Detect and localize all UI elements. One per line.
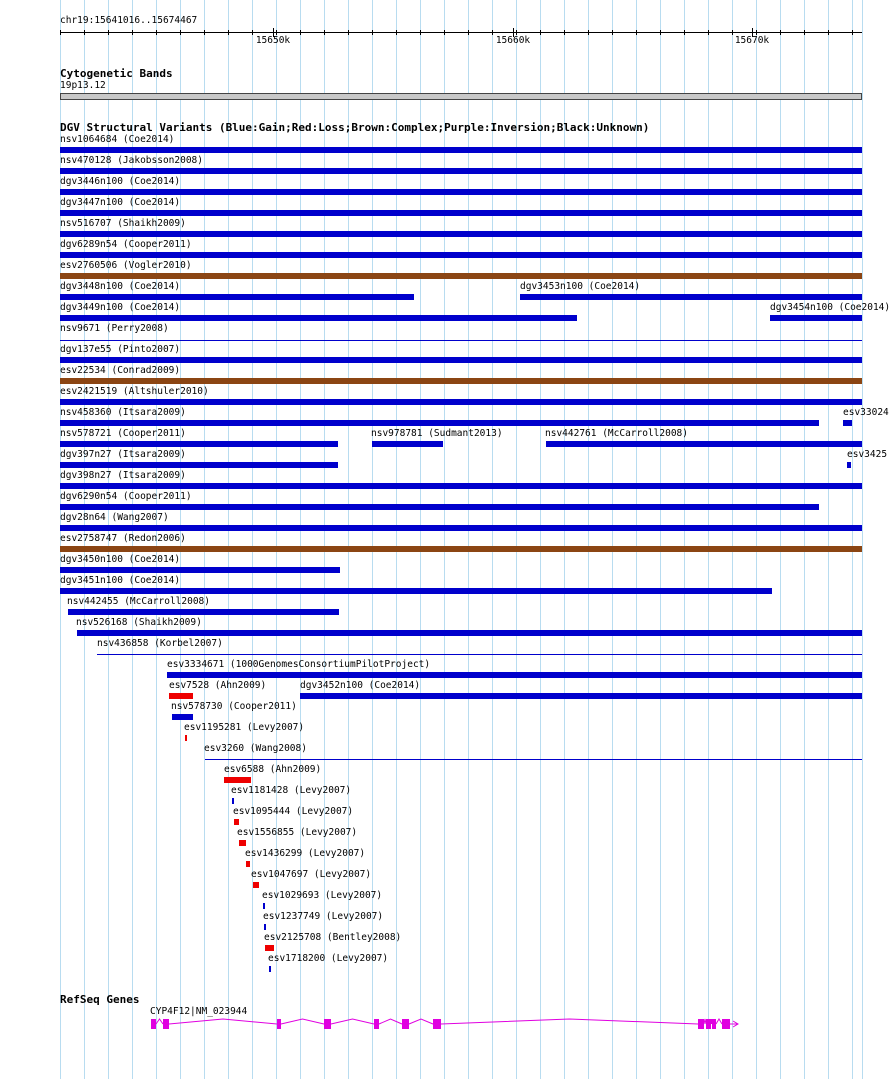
cytoband-label: 19p13.12 xyxy=(60,80,106,91)
variant-label[interactable]: esv2125708 (Bentley2008) xyxy=(264,932,402,943)
ruler-tick-label: 15670k xyxy=(734,35,770,46)
variant-label[interactable]: esv6588 (Ahn2009) xyxy=(224,764,322,775)
variant-label[interactable]: esv3334671 (1000GenomesConsortiumPilotProject) xyxy=(167,659,431,670)
variant-label[interactable]: dgv6289n54 (Cooper2011) xyxy=(60,239,192,250)
variant-label[interactable]: nsv978781 (Sudmant2013) xyxy=(371,428,503,439)
variant-label[interactable]: nsv9671 (Perry2008) xyxy=(60,323,169,334)
intron-line[interactable] xyxy=(716,1019,722,1024)
variant-label[interactable]: esv1237749 (Levy2007) xyxy=(263,911,384,922)
variant-label[interactable]: dgv397n27 (Itsara2009) xyxy=(60,449,186,460)
variant-label[interactable]: esv3260 (Wang2008) xyxy=(204,743,307,754)
variant-label[interactable]: esv33024 xyxy=(843,407,889,418)
variant-label[interactable]: nsv442455 (McCarroll2008) xyxy=(67,596,210,607)
variant-label[interactable]: esv2421519 (Altshuler2010) xyxy=(60,386,209,397)
variant-label[interactable]: nsv578730 (Cooper2011) xyxy=(171,701,297,712)
intron-line[interactable] xyxy=(409,1019,433,1024)
variant-label[interactable]: dgv3448n100 (Coe2014) xyxy=(60,281,181,292)
gene-label[interactable]: CYP4F12|NM_023944 xyxy=(150,1006,248,1017)
variant-label[interactable]: dgv3446n100 (Coe2014) xyxy=(60,176,181,187)
variant-label[interactable]: nsv442761 (McCarroll2008) xyxy=(545,428,688,439)
ruler-tick-label: 15650k xyxy=(255,35,291,46)
variant-label[interactable]: nsv458360 (Itsara2009) xyxy=(60,407,186,418)
variant-label[interactable]: dgv3454n100 (Coe2014) xyxy=(770,302,890,313)
exon-block[interactable] xyxy=(712,1019,716,1029)
intron-line[interactable] xyxy=(441,1019,698,1024)
variant-label[interactable]: nsv436858 (Korbel2007) xyxy=(97,638,223,649)
variant-label[interactable]: nsv1064684 (Coe2014) xyxy=(60,134,175,145)
intron-line[interactable] xyxy=(169,1019,277,1024)
intron-line[interactable] xyxy=(711,1019,712,1024)
ruler-tick-label: 15660k xyxy=(495,35,531,46)
variant-label[interactable]: dgv3447n100 (Coe2014) xyxy=(60,197,181,208)
variant-label[interactable]: nsv470128 (Jakobsson2008) xyxy=(60,155,203,166)
variant-label[interactable]: dgv3452n100 (Coe2014) xyxy=(300,680,421,691)
exon-block[interactable] xyxy=(706,1019,711,1029)
variant-label[interactable]: nsv526168 (Shaikh2009) xyxy=(76,617,202,628)
variant-label[interactable]: dgv137e55 (Pinto2007) xyxy=(60,344,181,355)
variant-label[interactable]: dgv6290n54 (Cooper2011) xyxy=(60,491,192,502)
dgv-track-title[interactable]: DGV Structural Variants (Blue:Gain;Red:Loss;Brown:Complex;Purple:Inversion;Black:Unknown) xyxy=(60,121,650,134)
exon-block[interactable] xyxy=(277,1019,281,1029)
refseq-track-title[interactable]: RefSeq Genes xyxy=(60,993,140,1006)
variant-label[interactable]: dgv3451n100 (Coe2014) xyxy=(60,575,181,586)
intron-line[interactable] xyxy=(156,1019,163,1024)
intron-line[interactable] xyxy=(281,1019,324,1024)
variant-label[interactable]: dgv3449n100 (Coe2014) xyxy=(60,302,181,313)
variant-label[interactable]: dgv3450n100 (Coe2014) xyxy=(60,554,181,565)
variant-label[interactable]: esv7528 (Ahn2009) xyxy=(169,680,267,691)
exon-block[interactable] xyxy=(151,1019,156,1029)
variant-label[interactable]: esv2760506 (Vogler2010) xyxy=(60,260,192,271)
exon-block[interactable] xyxy=(374,1019,379,1029)
variant-label[interactable]: esv1718200 (Levy2007) xyxy=(268,953,389,964)
variant-label[interactable]: esv1095444 (Levy2007) xyxy=(233,806,354,817)
variant-label[interactable]: dgv398n27 (Itsara2009) xyxy=(60,470,186,481)
variant-label[interactable]: dgv28n64 (Wang2007) xyxy=(60,512,169,523)
variant-label[interactable]: esv1181428 (Levy2007) xyxy=(231,785,352,796)
intron-line[interactable] xyxy=(331,1019,374,1024)
exon-block[interactable] xyxy=(324,1019,331,1029)
variant-label[interactable]: esv22534 (Conrad2009) xyxy=(60,365,181,376)
exon-block[interactable] xyxy=(163,1019,169,1029)
exon-block[interactable] xyxy=(722,1019,730,1029)
region-coordinates: chr19:15641016..15674467 xyxy=(60,15,198,26)
variant-label[interactable]: esv1195281 (Levy2007) xyxy=(184,722,305,733)
variant-label[interactable]: nsv516707 (Shaikh2009) xyxy=(60,218,186,229)
variant-label[interactable]: esv3425 xyxy=(847,449,888,460)
cytoband-track-title[interactable]: Cytogenetic Bands xyxy=(60,67,173,80)
intron-line[interactable] xyxy=(379,1019,402,1024)
variant-label[interactable]: esv2758747 (Redon2006) xyxy=(60,533,186,544)
exon-block[interactable] xyxy=(698,1019,704,1029)
variant-label[interactable]: esv1556855 (Levy2007) xyxy=(237,827,358,838)
variant-label[interactable]: esv1029693 (Levy2007) xyxy=(262,890,383,901)
variant-label[interactable]: nsv578721 (Cooper2011) xyxy=(60,428,186,439)
exon-block[interactable] xyxy=(433,1019,441,1029)
variant-label[interactable]: esv1047697 (Levy2007) xyxy=(251,869,372,880)
intron-line[interactable] xyxy=(704,1019,706,1024)
variant-label[interactable]: esv1436299 (Levy2007) xyxy=(245,848,366,859)
exon-block[interactable] xyxy=(402,1019,409,1029)
variant-label[interactable]: dgv3453n100 (Coe2014) xyxy=(520,281,641,292)
